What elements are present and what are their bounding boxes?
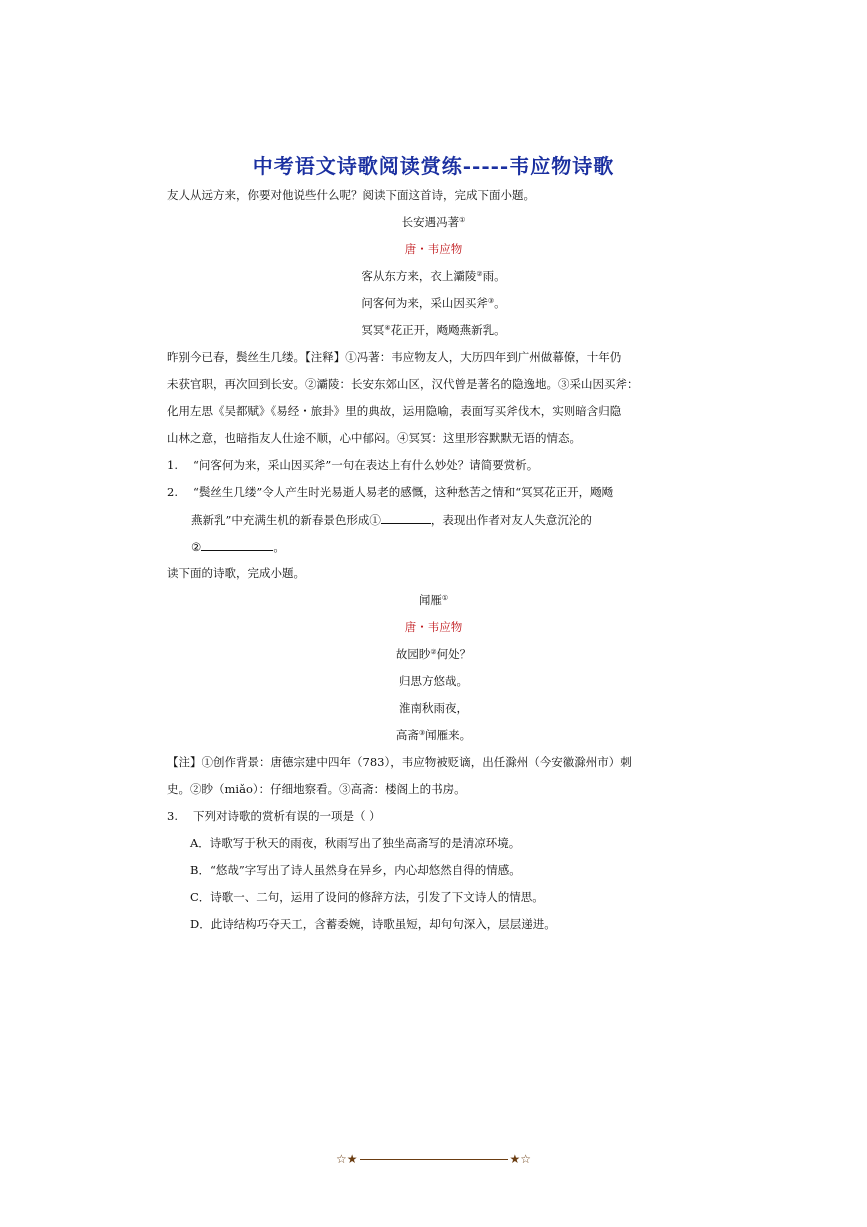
poem2-line-1: 故园眇②何处？ xyxy=(395,647,472,661)
option-c[interactable]: C．诗歌一、二句，运用了设问的修辞方法，引发了下文诗人的情思。 xyxy=(190,890,544,904)
question-2-line-3: ② 。 xyxy=(191,540,285,554)
annotation-para-4: 山林之意，也暗指友人仕途不顺，心中郁闷。④冥冥：这里形容默默无语的情态。 xyxy=(167,431,581,445)
poem1-title: 长安遇冯著① xyxy=(401,215,466,229)
option-d[interactable]: D．此诗结构巧夺天工，含蓄委婉，诗歌虽短，却句句深入，层层递进。 xyxy=(190,917,556,931)
poem1-line-2: 问客何为来，采山因买斧③。 xyxy=(361,296,506,310)
answer-blank-1[interactable] xyxy=(381,511,431,524)
question-2: 2. “鬓丝生几缕”令人产生时光易逝人易老的感慨，这种愁苦之情和“冥冥花正开，飏飏 xyxy=(167,485,614,499)
question-2-line-2: 燕新乳”中充满生机的新春景色形成① ，表现出作者对友人失意沉沦的 xyxy=(191,513,592,527)
intro-text-2: 读下面的诗歌，完成小题。 xyxy=(167,566,305,580)
poem1-line-1: 客从东方来，衣上灞陵②雨。 xyxy=(361,269,506,283)
question-3: 3. 下列对诗歌的赏析有误的一项是（ ） xyxy=(167,809,381,823)
answer-blank-2[interactable] xyxy=(201,538,273,551)
annotation-para-2: 未获官职，再次回到长安。②灞陵：长安东郊山区，汉代曾是著名的隐逸地。③采山因买斧： xyxy=(167,377,639,391)
poem1-line-3: 冥冥④花正开，飏飏燕新乳。 xyxy=(361,323,506,337)
poem1-author: 唐・韦应物 xyxy=(404,242,463,256)
annotation-para-1: 昨别今已春，鬓丝生几缕。【注释】①冯著：韦应物友人，大历四年到广州做幕僚，十年仍 xyxy=(167,350,622,364)
note-line-2: 史。②眇（miǎo）：仔细地察看。③高斋：楼阁上的书房。 xyxy=(167,782,466,796)
footer-stars-right: ★☆ xyxy=(509,1152,532,1166)
intro-text-1: 友人从远方来，你要对他说些什么呢？阅读下面这首诗，完成下面小题。 xyxy=(167,188,535,202)
footer-rule xyxy=(360,1159,508,1160)
page-title: 中考语文诗歌阅读赏练-----韦应物诗歌 xyxy=(252,154,615,178)
option-b[interactable]: B．“悠哉”字写出了诗人虽然身在异乡，内心却悠然自得的情感。 xyxy=(190,863,521,877)
poem2-line-3: 淮南秋雨夜， xyxy=(399,701,468,715)
annotation-para-3: 化用左思《吴都赋》《易经・旅卦》里的典故，运用隐喻，表面写买斧伐木，实则暗含归隐 xyxy=(167,404,622,418)
poem2-title: 闻雁① xyxy=(418,593,449,607)
footer-stars-left: ☆★ xyxy=(335,1152,358,1166)
footer-decoration xyxy=(0,1152,867,1166)
poem2-line-4: 高斋③闻雁来。 xyxy=(395,728,472,742)
note-line-1: 【注】①创作背景：唐德宗建中四年（783），韦应物被贬谪，出任滁州（今安徽滁州市）刺 xyxy=(167,755,632,769)
poem2-line-2: 归思方悠哉。 xyxy=(399,674,468,688)
option-a[interactable]: A．诗歌写于秋天的雨夜，秋雨写出了独坐高斋写的是清凉环境。 xyxy=(190,836,521,850)
question-1: 1. “问客何为来，采山因买斧”一句在表达上有什么妙处？请简要赏析。 xyxy=(167,458,539,472)
poem2-author: 唐・韦应物 xyxy=(404,620,463,634)
